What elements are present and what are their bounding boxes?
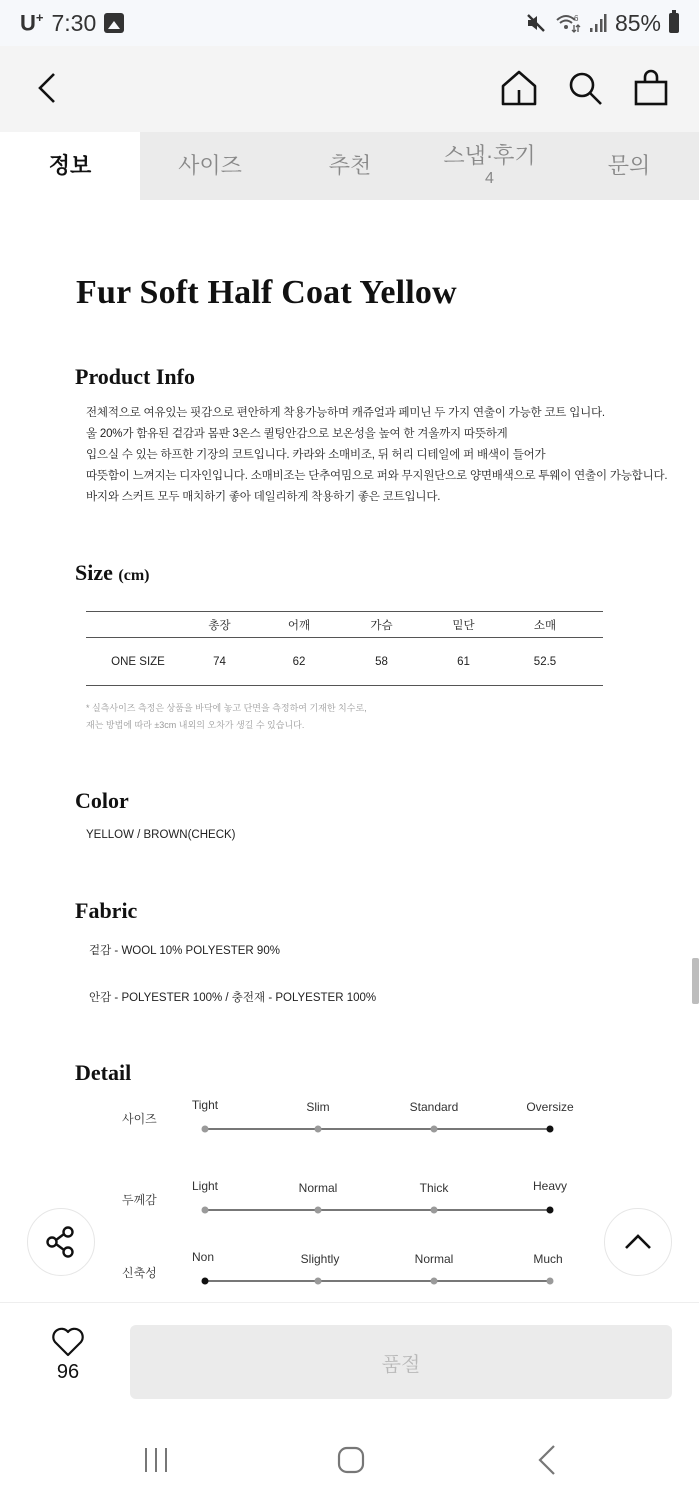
tab-size[interactable]: 사이즈	[178, 152, 242, 178]
color-heading: Color	[75, 788, 129, 813]
review-count: 4	[485, 170, 494, 188]
scale-dot	[315, 1126, 322, 1133]
fabric-outer: 겉감 - WOOL 10% POLYESTER 90%	[89, 945, 280, 957]
signal-icon	[589, 13, 607, 33]
scale-dot	[431, 1126, 438, 1133]
size-table	[86, 611, 603, 686]
heart-icon	[51, 1327, 85, 1357]
battery-icon	[669, 13, 679, 33]
size-note: * 실측사이즈 측정은 상품을 바닥에 놓고 단면을 측정하여 기재한 치수로, 재는 방법에 따라 ±3cm 내외의 오차가 생길 수 있습니다.	[86, 703, 367, 730]
svg-text:6: 6	[573, 14, 579, 23]
status-bar	[0, 0, 699, 46]
system-nav-bar	[0, 1420, 699, 1500]
scale-dot	[202, 1207, 209, 1214]
tab-qna[interactable]: 문의	[607, 152, 651, 178]
scale-dot	[431, 1278, 438, 1285]
mute-icon	[525, 12, 547, 34]
table-row: ONE SIZE 74 62 58 61 52.5	[111, 655, 557, 668]
battery-percent: 85%	[614, 9, 661, 36]
size-heading: Size (cm)	[75, 560, 150, 585]
bottom-action-bar	[0, 1302, 699, 1420]
scale-dot-selected	[547, 1126, 554, 1133]
wifi-icon	[555, 12, 581, 34]
scrollbar[interactable]	[692, 958, 699, 1004]
like-count: 96	[56, 1361, 80, 1383]
home-nav-icon[interactable]	[331, 1440, 371, 1480]
scale-dot	[431, 1207, 438, 1214]
detail-scale-thickness: 두께감 Light Normal Thick Heavy	[0, 1179, 699, 1239]
clock: 7:30	[51, 9, 97, 36]
like-button[interactable]	[40, 1327, 96, 1391]
chevron-up-icon	[623, 1232, 653, 1252]
tab-reviews[interactable]: 스냅·후기 4	[443, 143, 536, 188]
back-button[interactable]	[30, 68, 66, 108]
search-icon[interactable]	[565, 68, 605, 108]
detail-scale-fit: 사이즈 Tight Slim Standard Oversize	[0, 1098, 699, 1158]
gallery-icon	[104, 13, 124, 33]
bag-icon[interactable]	[631, 68, 671, 108]
app-header	[0, 46, 699, 132]
size-table-header: 총장 어깨 가슴 밑단 소매	[208, 619, 557, 632]
fabric-heading: Fabric	[75, 898, 138, 923]
product-tabs	[0, 132, 699, 200]
color-value: YELLOW / BROWN(CHECK)	[86, 829, 236, 841]
scroll-top-button[interactable]	[604, 1208, 672, 1276]
scale-dot	[547, 1278, 554, 1285]
tab-recommend[interactable]: 추천	[328, 152, 372, 178]
tab-info[interactable]: 정보	[0, 132, 140, 200]
scale-dot	[315, 1207, 322, 1214]
fabric-lining: 안감 - POLYESTER 100% / 충전재 - POLYESTER 100%	[89, 992, 377, 1004]
carrier-label: U+	[20, 9, 44, 36]
product-info-text: 전체적으로 여유있는 핏감으로 편안하게 착용가능하며 캐쥬얼과 페미닌 두 가지 연출이 가능한 코트 입니다. 울 20%가 함유된 겉감과 몸판 3온스 퀼팅안감으로 보온성을 높여 한 겨울까지 따뜻하게 입으실 수 있는 하프한 기장의 코트입니다. 카라와 소매비조, 뒤 허리 디테일에 퍼 배색이 들어가 따뜻함이 느껴지는 디자인입니다. 소매비조는 단추여밈으로 퍼와 무지원단으로 양면배색으로 투웨이 연출이 가능합니다. 바지와 스커트 모두 매치하기 좋아 데일리하게 착용하기 좋은 코트입니다.	[86, 407, 668, 503]
detail-heading: Detail	[75, 1060, 132, 1085]
scale-dot	[315, 1278, 322, 1285]
product-info-heading: Product Info	[75, 364, 195, 389]
detail-scale-stretch: 신축성 Non Slightly Normal Much	[0, 1250, 699, 1310]
scale-dot-selected	[547, 1207, 554, 1214]
recent-apps-icon[interactable]	[136, 1440, 176, 1480]
product-title: Fur Soft Half Coat Yellow	[76, 274, 457, 311]
back-nav-icon[interactable]	[528, 1440, 568, 1480]
share-button[interactable]	[27, 1208, 95, 1276]
home-icon[interactable]	[499, 68, 539, 108]
scale-dot	[202, 1126, 209, 1133]
scale-dot-selected	[202, 1278, 209, 1285]
sold-out-button[interactable]: 품절	[130, 1325, 672, 1399]
share-icon	[44, 1225, 78, 1259]
